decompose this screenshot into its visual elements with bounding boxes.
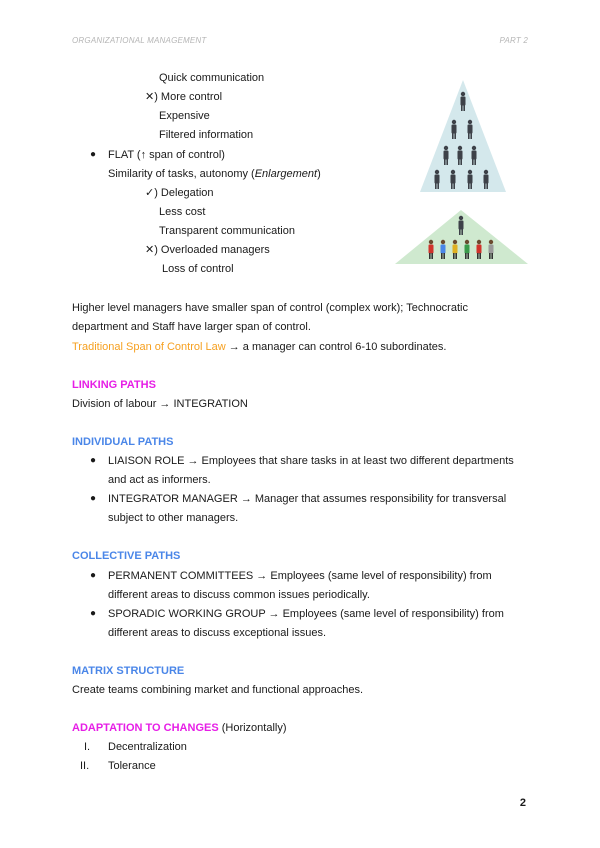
- flat-subtitle-italic: Enlargement: [254, 168, 318, 180]
- individual-item-1-line-2: and act as informers.: [108, 474, 211, 486]
- adaptation-heading-line: ADAPTATION TO CHANGES (Horizontally): [72, 722, 287, 734]
- running-header-part: PART 2: [499, 36, 528, 45]
- matrix-structure-text: Create teams combining market and functional approaches.: [72, 684, 364, 696]
- flat-item-2: Less cost: [159, 206, 206, 218]
- page-number: 2: [519, 797, 526, 809]
- tall-item-3: Expensive: [159, 110, 210, 122]
- tall-pyramid-illustration: [420, 80, 506, 192]
- span-law-line: Traditional Span of Control Law → a manager can control 6-10 subordinates.: [72, 341, 447, 353]
- linking-paths-text: Division of labour → INTEGRATION: [72, 398, 248, 410]
- bullet-dot: ●: [90, 149, 97, 160]
- flat-item-4: ✕) Overloaded managers: [145, 244, 270, 256]
- bullet-dot: ●: [90, 455, 97, 466]
- bullet-dot: ●: [90, 608, 97, 619]
- flat-item-5: Loss of control: [162, 263, 234, 275]
- flat-subtitle: Similarity of tasks, autonomy (Enlargement): [108, 168, 321, 180]
- adaptation-item-1: Decentralization: [108, 741, 187, 753]
- adaptation-item-2: Tolerance: [108, 760, 156, 772]
- flat-item-3: Transparent communication: [159, 225, 295, 237]
- tall-item-1: Quick communication: [159, 72, 265, 84]
- flat-pyramid-illustration: [395, 210, 528, 264]
- running-header-title: ORGANIZATIONAL MANAGEMENT: [72, 36, 207, 45]
- adaptation-item-2-num: II.: [80, 760, 90, 772]
- individual-paths-heading: INDIVIDUAL PATHS: [72, 436, 174, 448]
- collective-item-2-line-2: different areas to discuss exceptional issues.: [108, 627, 327, 639]
- collective-paths-heading: COLLECTIVE PATHS: [72, 550, 181, 562]
- flat-title: FLAT (↑ span of control): [108, 149, 225, 161]
- paragraph-line-2: department and Staff have larger span of control.: [72, 321, 311, 333]
- flat-item-1: ✓) Delegation: [145, 187, 214, 199]
- bullet-dot: ●: [90, 493, 97, 504]
- tall-item-2: ✕) More control: [145, 91, 223, 103]
- span-law-label: Traditional Span of Control Law: [72, 341, 226, 353]
- tall-item-4: Filtered information: [159, 129, 254, 141]
- individual-item-1-line-1: LIAISON ROLE → Employees that share tasks in at least two different departments: [108, 455, 514, 467]
- collective-item-1-line-1: PERMANENT COMMITTEES → Employees (same level of responsibility) from: [108, 570, 492, 582]
- adaptation-item-1-num: I.: [84, 741, 91, 753]
- adaptation-heading: ADAPTATION TO CHANGES: [72, 722, 219, 734]
- collective-item-1-line-2: different areas to discuss common issues periodically.: [108, 589, 370, 601]
- matrix-structure-heading: MATRIX STRUCTURE: [72, 665, 185, 677]
- linking-paths-heading: LINKING PATHS: [72, 379, 156, 391]
- paragraph-line-1: Higher level managers have smaller span of control (complex work); Technocratic: [72, 302, 468, 314]
- bullet-dot: ●: [90, 570, 97, 581]
- individual-item-2-line-1: INTEGRATOR MANAGER → Manager that assumes responsibility for transversal: [108, 493, 507, 505]
- individual-item-2-line-2: subject to other managers.: [108, 512, 239, 524]
- collective-item-2-line-1: SPORADIC WORKING GROUP → Employees (same level of responsibility) from: [108, 608, 504, 620]
